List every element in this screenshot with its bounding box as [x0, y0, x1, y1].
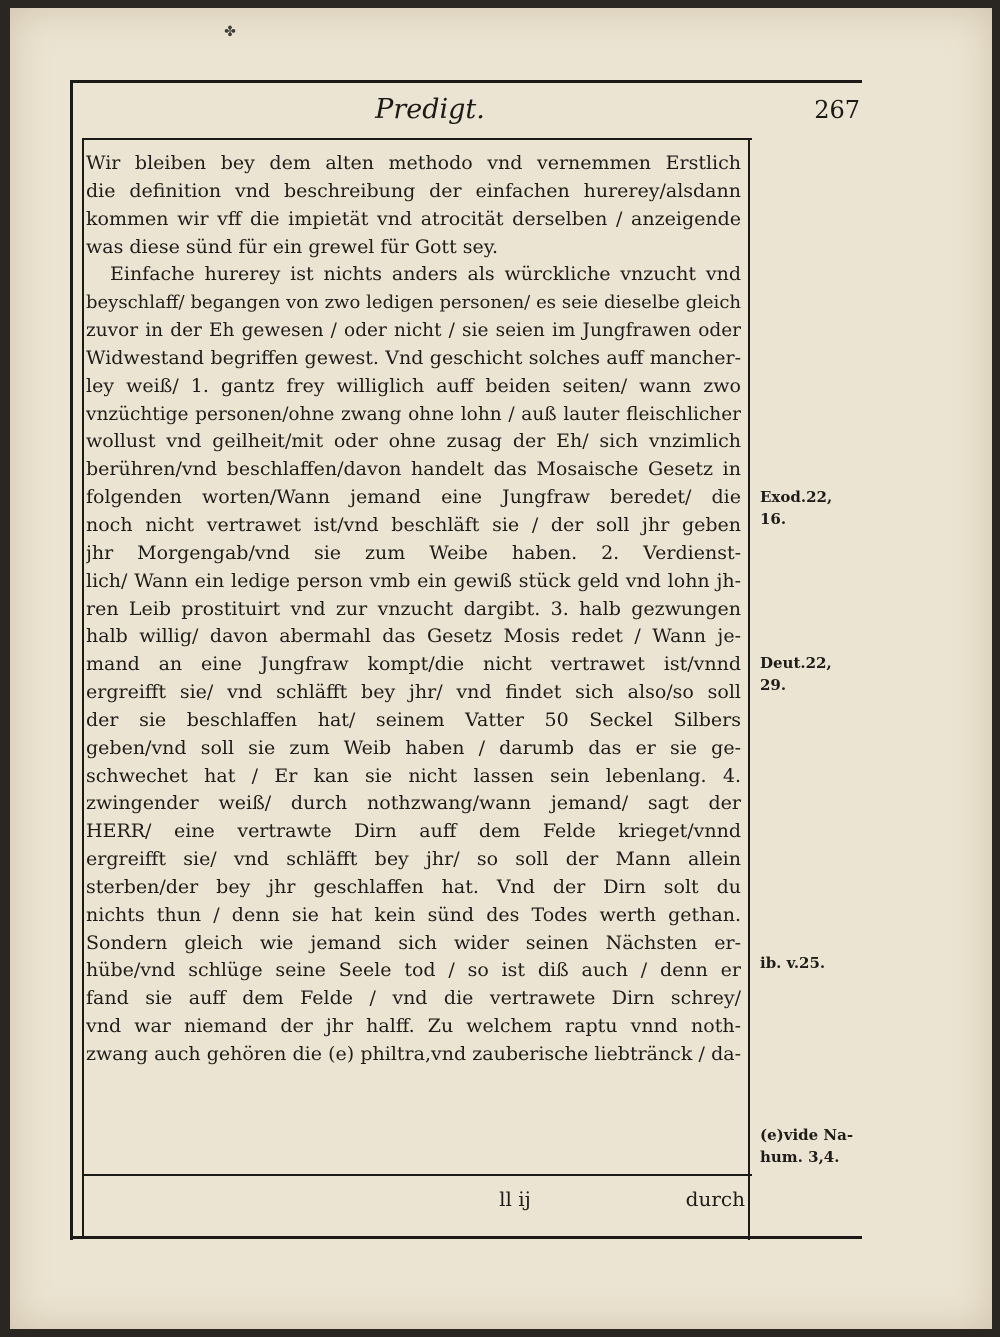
- text-line: HERR/ eine vertrawte Dirn auff dem Felde krieget/vnnd: [86, 820, 741, 843]
- text-line: ergreifft sie/ vnd schläfft bey jhr/ so soll der Mann allein: [86, 848, 741, 871]
- running-title: Predigt.: [375, 94, 485, 125]
- text-line: mand an eine Jungfraw kompt/die nicht vertrawet ist/vnnd: [86, 653, 741, 676]
- text-line: jhr Morgengab/vnd sie zum Weibe haben. 2. Verdienst-: [86, 541, 741, 564]
- margin-note-exodus: Exod.22, 16.: [760, 488, 833, 528]
- text-line: ergreifft sie/ vnd schläfft bey jhr/ vnd findet sich also/so soll: [86, 681, 741, 704]
- margin-note-deuteronomy: Deut.22, 29.: [760, 654, 832, 694]
- text-line: ren Leib prostituirt vnd zur vnzucht dargibt. 3. halb gezwungen: [86, 597, 741, 620]
- text-line: zwang auch gehören die (e) philtra,vnd zauberische liebtränck / da-: [86, 1043, 741, 1065]
- text-line: hübe/vnd schlüge seine Seele tod / so ist diß auch / denn er: [86, 959, 741, 982]
- printer-ornament-icon: ✤: [224, 24, 236, 40]
- text-line: vnd war niemand der jhr halff. Zu welchem raptu vnnd noth-: [86, 1015, 741, 1038]
- catchword: durch: [685, 1187, 745, 1211]
- frame-bottom-rule: [70, 1236, 862, 1239]
- text-line: schwechet hat / Er kan sie nicht lassen sein lebenlang. 4.: [86, 764, 741, 787]
- text-line: noch nicht vertrawet ist/vnd beschläft sie / der soll jhr geben: [86, 513, 741, 536]
- text-line: sterben/der bey jhr geschlaffen hat. Vnd der Dirn solt du: [86, 875, 741, 898]
- text-line: geben/vnd soll sie zum Weib haben / darumb das er sie ge-: [86, 736, 741, 759]
- text-line: folgenden worten/Wann jemand eine Jungfraw beredet/ die: [86, 486, 741, 509]
- text-line: die definition vnd beschreibung der einfachen hurerey/alsdann: [86, 179, 741, 202]
- text-line: Widwestand begriffen gewest. Vnd geschicht solches auff mancher-: [86, 346, 741, 369]
- text-line: wollust vnd geilheit/mit oder ohne zusag der Eh/ sich vnzimlich: [86, 430, 741, 453]
- text-line: Einfache hurerey ist nichts anders als würckliche vnzucht vnd: [110, 263, 741, 286]
- text-line: vnzüchtige personen/ohne zwang ohne lohn / auß lauter fleischlicher: [86, 403, 741, 425]
- text-line: beyschlaff/ begangen von zwo ledigen personen/ es seie dieselbe gleich: [86, 292, 741, 314]
- text-line: berühren/vnd beschlaffen/davon handelt das Mosaische Gesetz in: [86, 458, 741, 481]
- text-line: nichts thun / denn sie hat kein sünd des Todes werth gethan.: [86, 903, 741, 926]
- text-line: ley weiß/ 1. gantz frey williglich auff beiden seiten/ wann zwo: [86, 374, 741, 397]
- text-line: kommen wir vff die impietät vnd atrocität derselben / anzeigende: [86, 207, 741, 230]
- sermon-text: [86, 150, 741, 1069]
- margin-note-ibid: ib. v.25.: [760, 954, 826, 972]
- text-line: fand sie auff dem Felde / vnd die vertrawete Dirn schrey/: [86, 987, 741, 1010]
- text-line: Sondern gleich wie jemand sich wider seinen Nächsten er-: [86, 931, 741, 954]
- text-line: der sie beschlaffen hat/ seinem Vatter 50 Seckel Silbers: [86, 708, 741, 731]
- page-number: 267: [814, 96, 860, 124]
- text-line: halb willig/ davon abermahl das Gesetz Mosis redet / Wann je-: [86, 625, 741, 648]
- text-line: Wir bleiben bey dem alten methodo vnd vernemmen Erstlich: [86, 152, 741, 174]
- text-line: zuvor in der Eh gewesen / oder nicht / sie seien im Jungfrawen oder: [86, 320, 741, 342]
- margin-note-nahum: (e)vide Na- hum. 3,4.: [760, 1126, 854, 1166]
- text-line: lich/ Wann ein ledige person vmb ein gewiß stück geld vnd lohn jh-: [86, 569, 741, 592]
- text-line: zwingender weiß/ durch nothzwang/wann jemand/ sagt der: [86, 792, 741, 815]
- frame-left-rule: [70, 80, 73, 1240]
- frame-inner-left-rule: [82, 138, 84, 1238]
- frame-top-rule: [70, 80, 862, 83]
- text-column-right-rule: [748, 140, 750, 1240]
- text-line: was diese sünd für ein grewel für Gott sey.: [86, 235, 498, 258]
- header-rule: [82, 138, 752, 140]
- signature-mark: ll ij: [499, 1187, 531, 1211]
- footer-rule: [82, 1174, 752, 1176]
